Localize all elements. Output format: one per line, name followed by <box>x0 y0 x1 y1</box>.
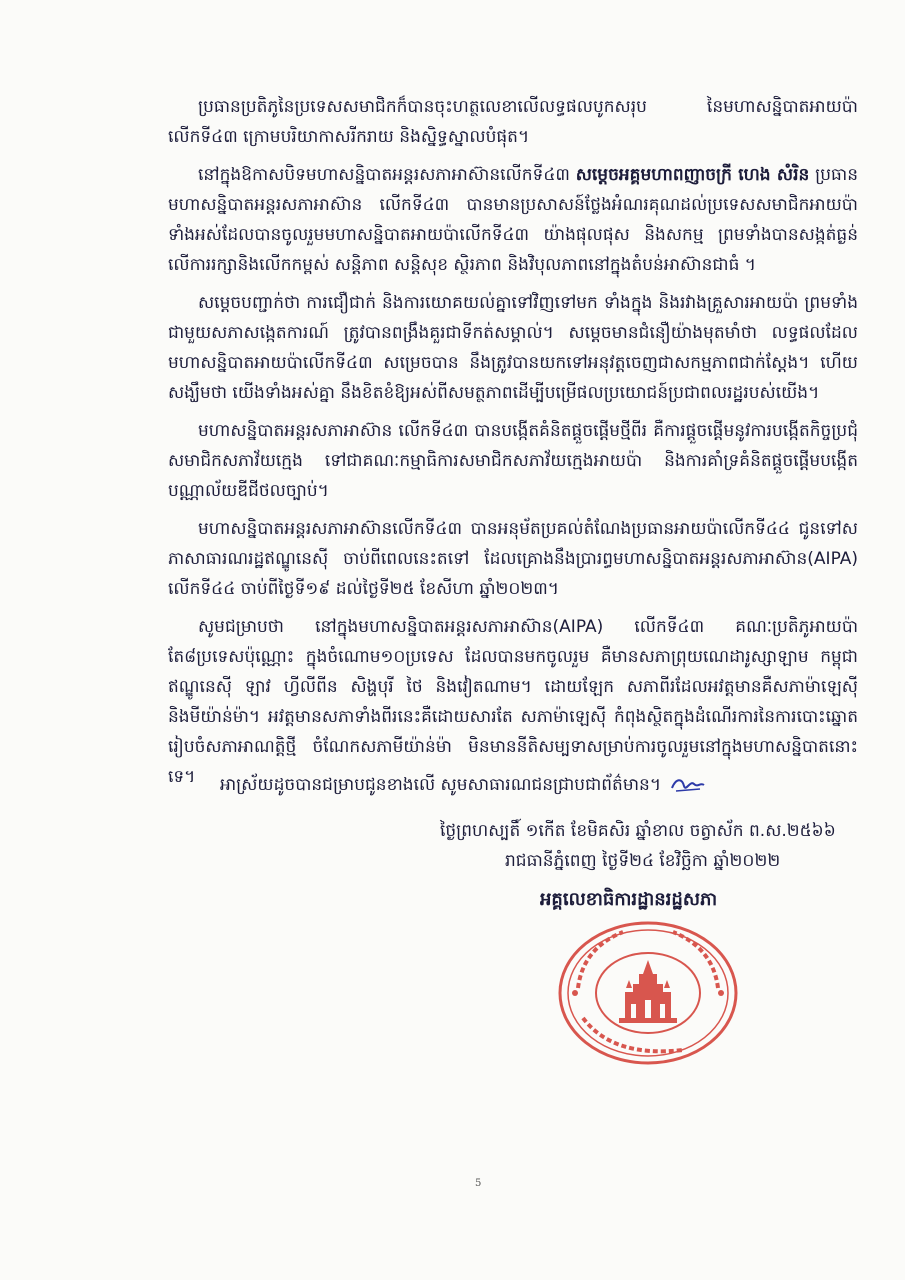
paragraph-2-suffix: ប្រធានមហាសន្និបាតអន្តរសភាអាស៊ាន លើកទី៤៣ បានមានប្រសាសន៍ថ្លែងអំណរគុណដល់ប្រទេសសមាជិកអាយប៉ាទាំងអស់ដែលបានចូលរួមមហាសន្និបាតអាយប៉ាលើកទី៤៣ យ៉ាងផុលផុស និងសកម្ម ព្រមទាំងបានសង្កត់ធ្ងន់លើការរក្សានិងលើកកម្ពស់ សន្តិភាព សន្តិសុខ ស្ថិរភាព និងវិបុលភាពនៅក្នុងតំបន់អាស៊ានជាធំ ។ <box>168 165 858 275</box>
page-number: 5 <box>475 1178 482 1189</box>
paragraph-4: មហាសន្និបាតអន្តរសភាអាស៊ាន លើកទី៤៣ បានបង្កើតគំនិតផ្តួចផ្តើមថ្មីពីរ គឺការផ្តួចផ្តើមនូវការបង្កើតកិច្ចប្រជុំសមាជិកសភាវ័យក្មេង ទៅជាគណៈកម្មាធិការសមាជិកសភាវ័យក្មេងអាយប៉ា និងការគាំទ្រគំនិតផ្តួចផ្តើមបង្កើតបណ្ណាល័យឌីជីថលច្បាប់។ <box>168 421 858 501</box>
paragraph-5: មហាសន្និបាតអន្តរសភាអាស៊ានលើកទី៤៣ បានអនុម័តប្រគល់តំណែងប្រធានអាយប៉ាលើកទី៤៤ ជូនទៅសភាសាធារណរដ្ឋឥណ្ឌូនេស៊ី ចាប់ពីពេលនេះតទៅ ដែលគ្រោងនឹងប្រារព្ធមហាសន្និបាតអន្តរសភាអាស៊ាន(AIPA) លើកទី៤៤ ចាប់ពីថ្ងៃទី១៩ ដល់ថ្ងៃទី២៥ ខែសីហា ឆ្នាំ២០២៣។ <box>168 519 858 599</box>
closing-line <box>220 770 706 800</box>
lunar-date: ថ្ងៃព្រហស្បតិ៍ ១កើត ខែមិគសិរ ឆ្នាំខាល ចត្វាស័ក ព.ស.២៥៦៦ <box>440 821 836 841</box>
paragraph-6: សូមជម្រាបថា នៅក្នុងមហាសន្និបាតអន្តរសភាអាស៊ាន(AIPA) លើកទី៤៣ គណៈប្រតិភូអាយប៉ា តែ៨ប្រទេសប៉ុណ្ណោះ ក្នុងចំណោម១០ប្រទេស ដែលបានមកចូលរួម គឺមានសភាព្រុយណេដារូស្សាឡាម កម្ពុជា ឥណ្ឌូនេស៊ី ឡាវ ហ្វីលីពីន សិង្ហបុរី ថៃ និងវៀតណាម។ ដោយឡែក សភាពីរដែលអវត្តមានគឺសភាម៉ាឡេស៊ី និងមីយ៉ាន់ម៉ា។ អវត្តមានសភាទាំងពីរនេះគឺដោយសារតែ សភាម៉ាឡេស៊ី កំពុងស្ថិតក្នុងដំណើរការនៃការបោះឆ្នោតរៀបចំសភាអាណត្តិថ្មី ចំណែកសភាមីយ៉ាន់ម៉ា មិនមាននីតិសម្បទាសម្រាប់ការចូលរួមនៅក្នុងមហាសន្និបាតនោះទេ។ <box>168 617 858 787</box>
handwritten-initial-icon <box>670 776 706 794</box>
paragraph-3: សម្តេចបញ្ជាក់ថា ការជឿជាក់ និងការយោគយល់គ្នាទៅវិញទៅមក ទាំងក្នុង និងរវាងគ្រួសារអាយប៉ា ព្រមទាំងជាមួយសភាសង្កេតការណ៍ ត្រូវបានពង្រឹងគួរជាទីកត់សម្គាល់។ សម្តេចមានជំនឿយ៉ាងមុតមាំថា លទ្ធផលដែលមហាសន្និបាតអាយប៉ាលើកទី៤៣ សម្រេចបាន នឹងត្រូវបានយកទៅអនុវត្តចេញជាសកម្មភាពជាក់ស្តែង។ ហើយសង្ឃឹមថា យើងទាំងអស់គ្នា នឹងខិតខំឱ្យអស់ពីសមត្ថភាពដើម្បីបម្រើផលប្រយោជន៍ប្រជាពលរដ្ឋរបស់យើង។ <box>168 293 858 403</box>
official-seal-icon <box>553 918 743 1068</box>
paragraph-1: ប្រធានប្រតិភូនៃប្រទេសសមាជិកក៏បានចុះហត្ថលេខាលើលទ្ធផលបូកសរុប នៃមហាសន្និបាតអាយប៉ាលើកទី៤៣ ក្រោមបរិយាកាសរីករាយ និងស្និទ្ធស្នាលបំផុត។ <box>168 97 858 147</box>
paragraph-2 <box>168 160 858 280</box>
speaker-name: សម្តេចអគ្គមហាពញាចក្រី ហេង សំរិន <box>575 165 810 185</box>
solar-date: រាជធានីភ្នំពេញ ថ្ងៃទី២៤ ខែវិច្ឆិកា ឆ្នាំ២០២២ <box>505 851 781 871</box>
closing-text: អាស្រ័យដូចបានជម្រាបជូនខាងលើ សូមសាធារណជនជ្រាបជាព័ត៌មាន។ <box>220 775 662 795</box>
letter-body <box>168 92 858 800</box>
paragraph-2-prefix: នៅក្នុងឱកាសបិទមហាសន្និបាតអន្តរសភាអាស៊ានលើកទី៤៣ <box>198 165 576 185</box>
issuing-office: អគ្គលេខាធិការដ្ឋានរដ្ឋសភា <box>540 889 718 910</box>
